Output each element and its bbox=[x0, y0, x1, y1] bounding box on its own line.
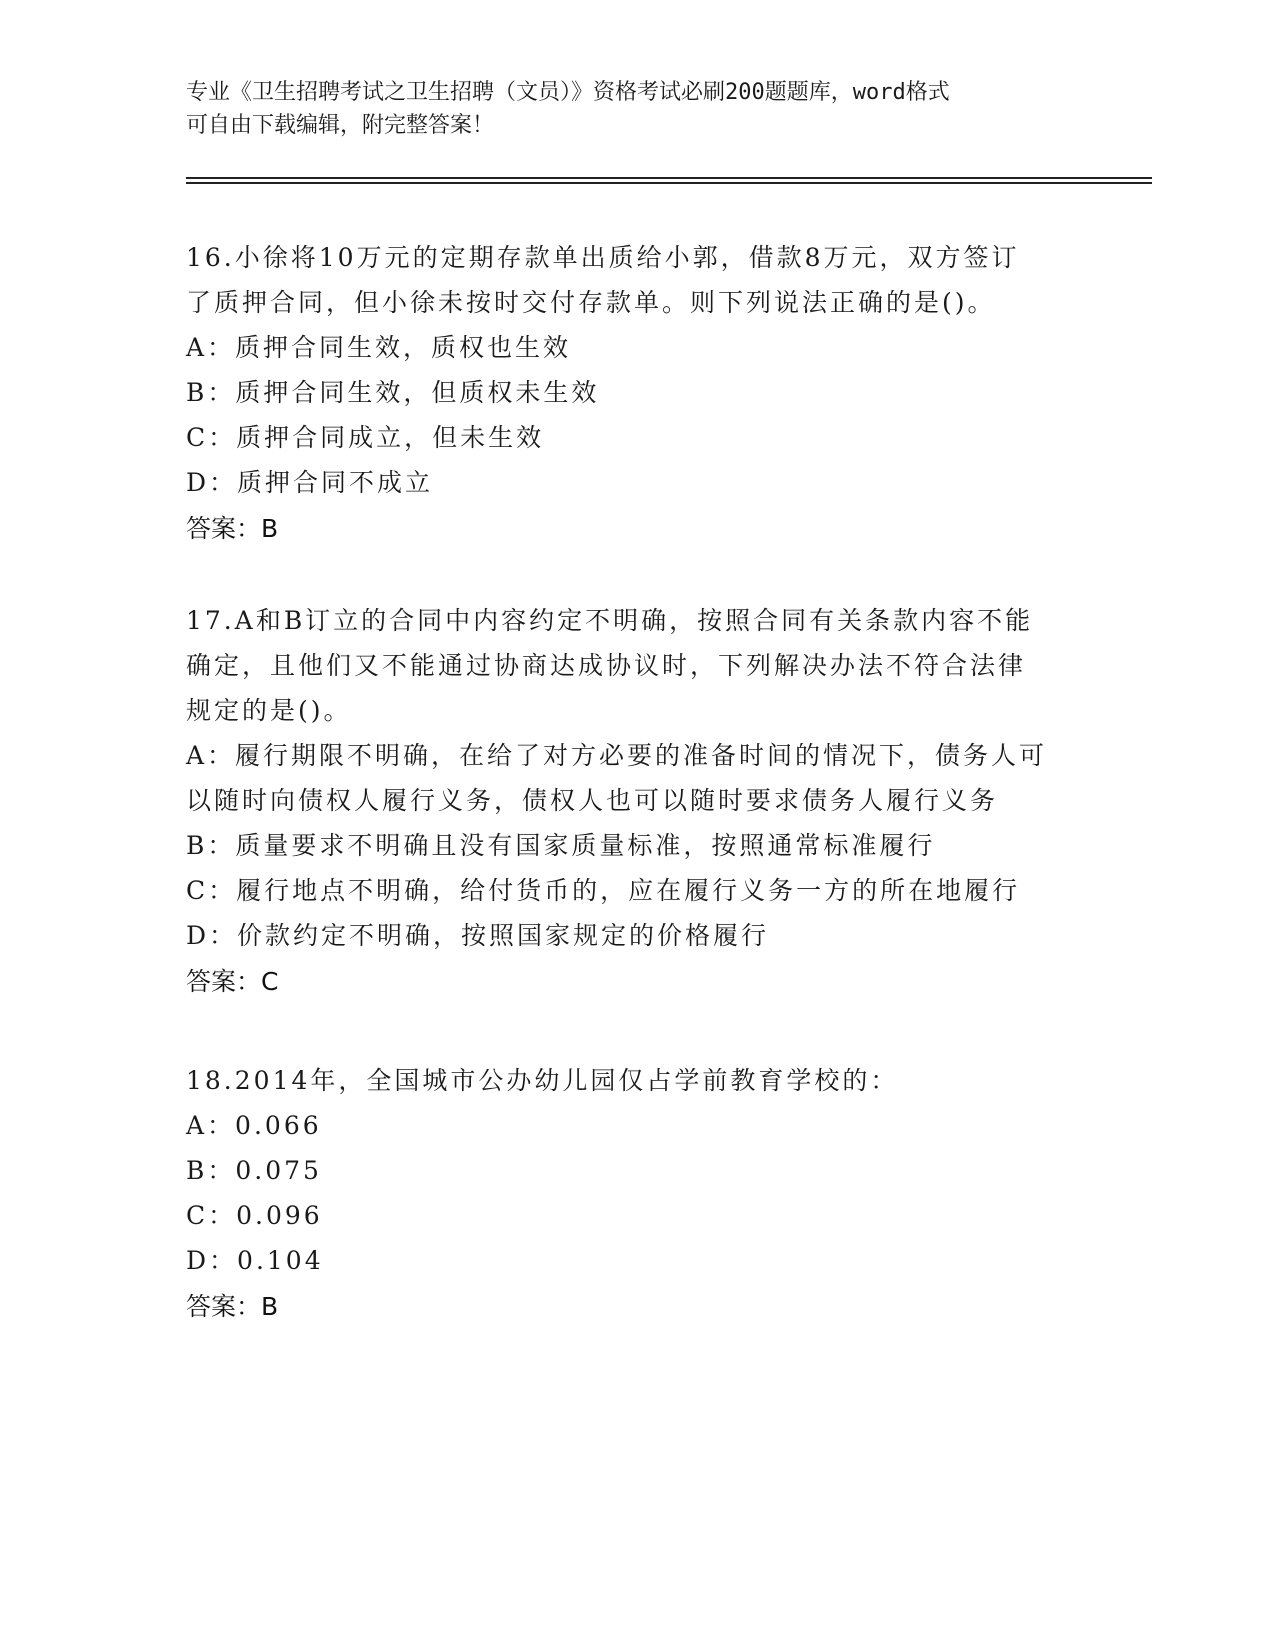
option-b: B：质量要求不明确且没有国家质量标准，按照通常标准履行 bbox=[186, 831, 936, 860]
answer-label: 答案：B bbox=[186, 1292, 279, 1321]
question-stem-line: 了质押合同，但小徐未按时交付存款单。则下列说法正确的是()。 bbox=[186, 288, 996, 317]
option-d: D：质押合同不成立 bbox=[186, 468, 434, 497]
option-c: C：质押合同成立，但未生效 bbox=[186, 423, 545, 452]
option-c: C：0.096 bbox=[186, 1201, 323, 1230]
answer-label: 答案：B bbox=[186, 514, 279, 543]
option-b: B：质押合同生效，但质权未生效 bbox=[186, 378, 600, 407]
option-a: A：0.066 bbox=[186, 1111, 322, 1140]
option-a-continued: 以随时向债权人履行义务，债权人也可以随时要求债务人履行义务 bbox=[186, 786, 999, 815]
option-d: D：0.104 bbox=[186, 1246, 324, 1275]
option-a: A：质押合同生效，质权也生效 bbox=[186, 333, 572, 362]
question-stem-line: 确定，且他们又不能通过协商达成协议时，下列解决办法不符合法律 bbox=[186, 651, 1027, 680]
question-18 bbox=[186, 1058, 1086, 1329]
option-c: C：履行地点不明确，给付货币的，应在履行义务一方的所在地履行 bbox=[186, 876, 1021, 905]
option-b: B：0.075 bbox=[186, 1156, 322, 1185]
header-title-line-2: 可自由下载编辑，附完整答案！ bbox=[186, 113, 495, 138]
document-header bbox=[186, 76, 1086, 142]
question-17 bbox=[186, 598, 1086, 1004]
answer-label: 答案：C bbox=[186, 967, 279, 996]
header-divider-bottom bbox=[186, 182, 1152, 184]
question-stem-line: 18.2014年，全国城市公办幼儿园仅占学前教育学校的： bbox=[186, 1066, 899, 1095]
question-16 bbox=[186, 235, 1086, 551]
header-divider-top bbox=[186, 177, 1152, 179]
option-a: A：履行期限不明确，在给了对方必要的准备时间的情况下，债务人可 bbox=[186, 741, 1048, 770]
question-stem-line: 16.小徐将10万元的定期存款单出质给小郭，借款8万元，双方签订 bbox=[186, 243, 1020, 272]
question-stem-line: 17.A和B订立的合同中内容约定不明确，按照合同有关条款内容不能 bbox=[186, 606, 1034, 635]
header-title-line-1: 专业《卫生招聘考试之卫生招聘（文员）》资格考试必刷200题题库，word格式 bbox=[186, 80, 950, 105]
question-stem-line: 规定的是()。 bbox=[186, 696, 352, 725]
option-d: D：价款约定不明确，按照国家规定的价格履行 bbox=[186, 921, 770, 950]
